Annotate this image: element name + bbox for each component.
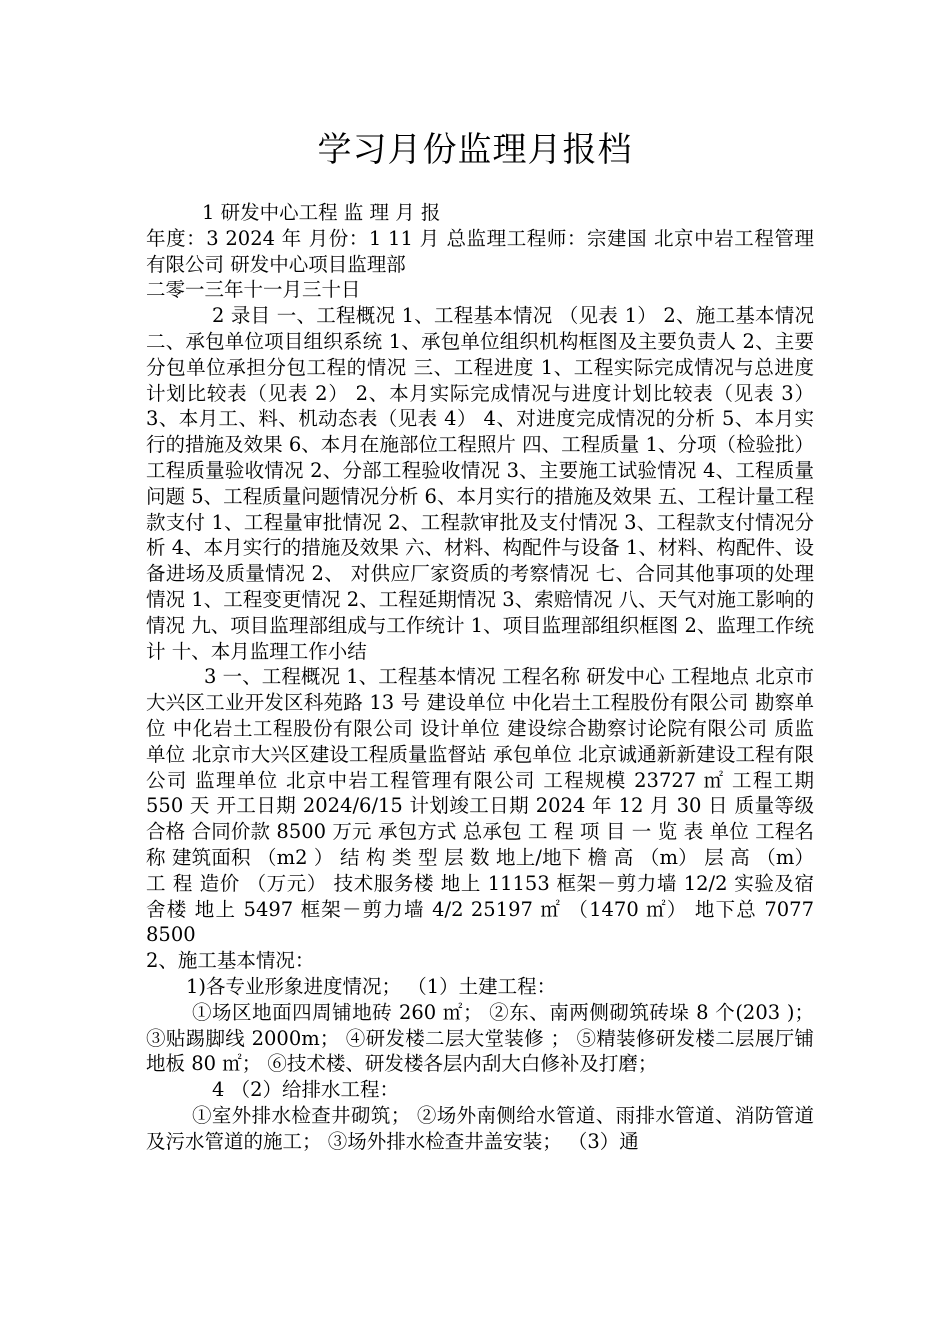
- project-overview: 3 一、工程概况 1、工程基本情况 工程名称 研发中心 工程地点 北京市大兴区工业开发区科苑路 13 号 建设单位 中化岩土工程股份有限公司 勘察单位 中化岩土工程股份有限公司 设计单位 建设综合勘察讨论院有限公司 质监单位 北京市大兴区建设工程质量监督站 承包单位 北京诚通新新建设工程有限公司 监理单位 北京中岩工程管理有限公司 工程规模 23727 ㎡ 工程工期 550 天 开工日期 2024/6/15 计划竣工日期 2024 年 12 月 30 日 质量等级 合格 合同价款 8500 万元 承包方式 总承包 工 程 项 目 一 览 表 单位 工程名称 建筑面积 （m2 ） 结 构 类 型 层 数 地上/地下 檐 高 （m） 层 高 （m） 工 程 造价 （万元） 技术服务楼 地上 11153 框架－剪力墙 12/2 实验及宿舍楼 地上 5497 框架－剪力墙 4/2 25197 ㎡ （1470 ㎡） 地下总 7077 8500: [146, 665, 814, 947]
- report-date-line: 二零一三年十一月三十日: [146, 278, 361, 302]
- civil-works-items: ①场区地面四周铺地砖 260 ㎡； ②东、南两侧砌筑砖垛 8 个(203 )； ③贴踢脚线 2000m； ④研发楼二层大堂装修 ； ⑤精装修研发楼二层展厅铺地板 80 ㎡； ⑥技术楼、研发楼各层内刮大白修补及打磨；: [146, 1000, 814, 1076]
- table-of-contents: 2 录目 一、工程概况 1、工程基本情况 （见表 1） 2、施工基本情况 二、承包单位项目组织系统 1、承包单位组织机构框图及主要负责人 2、主要分包单位承担分包工程的情况 三、工程进度 1、工程实际完成情况与总进度计划比较表（见表 2） 2、本月实际完成情况与进度计划比较表（见表 3） 3、本月工、料、机动态表（见表 4） 4、对进度完成情况的分析 5、本月实行的措施及效果 6、本月在施部位工程照片 四、工程质量 1、分项（检验批）工程质量验收情况 2、分部工程验收情况 3、主要施工试验情况 4、工程质量问题 5、工程质量问题情况分析 6、本月实行的措施及效果 五、工程计量工程款支付 1、工程量审批情况 2、工程款审批及支付情况 3、工程款支付情况分析 4、本月实行的措施及效果 六、材料、构配件与设备 1、材料、构配件、设备进场及质量情况 2、 对供应厂家资质的考察情况 七、合同其他事项的处理情况 1、工程变更情况 2、工程延期情况 3、索赔情况 八、天气对施工影响的情况 九、项目监理部组成与工作统计 1、项目监理部组织框图 2、监理工作统计 十、本月监理工作小结: [146, 304, 814, 663]
- section-heading-construction: 2、施工基本情况：: [146, 949, 315, 973]
- progress-heading: 1)各专业形象进度情况； （1）土建工程：: [186, 974, 557, 998]
- report-meta-line: 年度：3 2024 年 月份：1 11 月 总监理工程师：宗建国 北京中岩工程管理有限公司 研发中心项目监理部: [146, 226, 814, 276]
- plumbing-items: ①室外排水检查井砌筑； ②场外南侧给水管道、雨排水管道、消防管道及污水管道的施工； ③场外排水检查井盖安装； （3）通: [146, 1103, 814, 1153]
- report-header-line: 1 研发中心工程 监 理 月 报: [202, 201, 441, 224]
- page-title: 学习月份监理月报档: [317, 130, 633, 170]
- document-body: [146, 200, 814, 1154]
- plumbing-heading: 4 （2）给排水工程：: [212, 1078, 400, 1102]
